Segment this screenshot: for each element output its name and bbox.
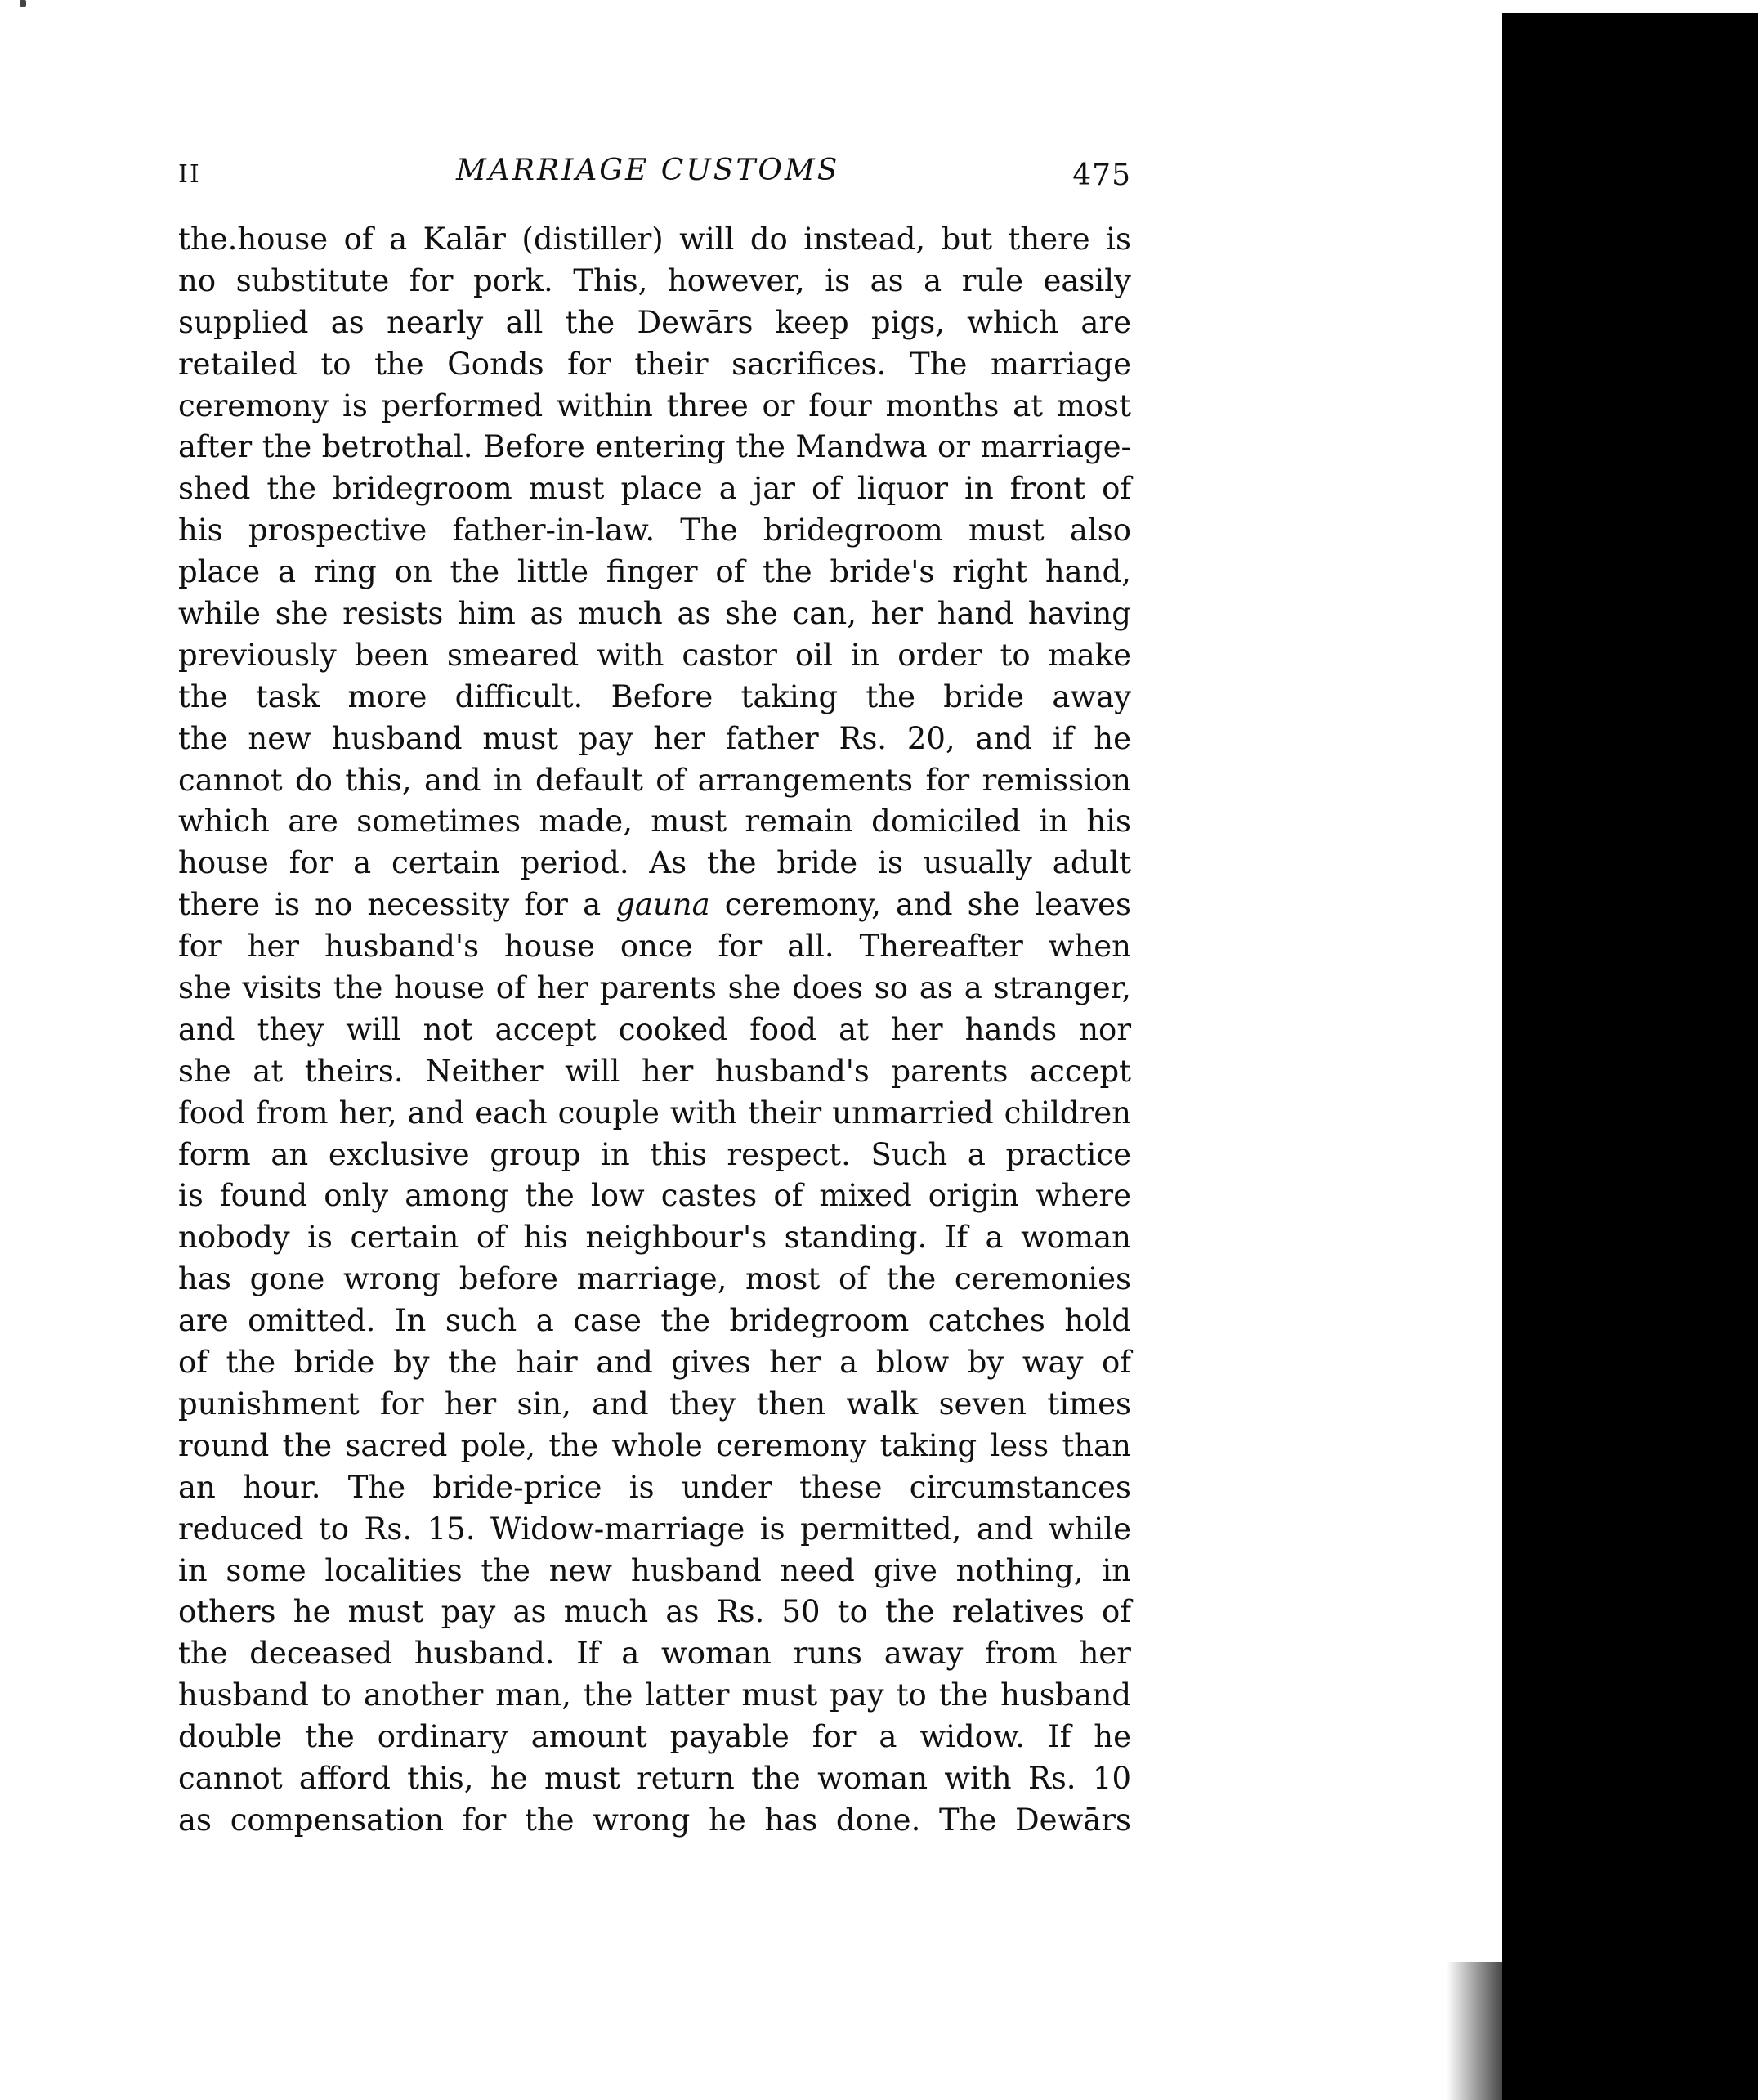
text-line: while she resists him as much as she can, her hand having [178, 596, 1131, 632]
body-text [178, 219, 1131, 1842]
running-title: MARRIAGE CUSTOMS [456, 154, 840, 187]
text-line: double the ordinary amount payable for a widow. If he [178, 1719, 1132, 1755]
text-line: form an exclusive group in this respect. Such a practice [178, 1136, 1132, 1172]
text-line: nobody is certain of his neighbour's standing. If a woman [178, 1220, 1131, 1256]
text-line: round the sacred pole, the whole ceremony taking less than [178, 1427, 1131, 1463]
text-line: house for a certain period. As the bride is usually adult [178, 845, 1132, 881]
text-line: she at theirs. Neither will her husband's parents accept [178, 1053, 1131, 1089]
text-segment: there is no necessity for a [178, 887, 616, 923]
text-line: cannot afford this, he must return the woman with Rs. 10 [178, 1760, 1131, 1796]
text-line: no substitute for pork. This, however, is as a rule easily [178, 262, 1131, 298]
text-line: husband to another man, the latter must pay to the husband [178, 1677, 1132, 1713]
text-line: punishment for her sin, and they then walk seven times [178, 1386, 1131, 1422]
text-line: ceremony is performed within three or four months at most [178, 387, 1131, 423]
page-header [178, 154, 1131, 203]
text-line: an hour. The bride-price is under these circumstances [178, 1469, 1132, 1505]
text-line: cannot do this, and in default of arrangements for remission [178, 762, 1131, 798]
text-line: after the betrothal. Before entering the Mandwa or marriage- [178, 429, 1131, 465]
page-number: 475 [1072, 159, 1131, 192]
scan-speck [20, 0, 26, 7]
text-line: reduced to Rs. 15. Widow-marriage is permitted, and while [178, 1511, 1131, 1547]
text-line: has gone wrong before marriage, most of the ceremonies [178, 1261, 1132, 1297]
text-line: the new husband must pay her father Rs. 20, and if he [178, 720, 1131, 756]
text-line: the deceased husband. If a woman runs away from her [178, 1636, 1131, 1672]
text-line: and they will not accept cooked food at her hands nor [178, 1011, 1132, 1047]
text-line: shed the bridegroom must place a jar of liquor in front of [178, 471, 1132, 507]
text-line: the task more difficult. Before taking the bride away [178, 678, 1132, 714]
text-line: previously been smeared with castor oil in order to make [178, 637, 1131, 673]
scan-dark-margin [1502, 13, 1758, 2100]
text-line: food from her, and each couple with their unmarried children [178, 1095, 1131, 1131]
text-line: the.house of a Kalār (distiller) will do instead, but there is [178, 222, 1131, 257]
text-line: of the bride by the hair and gives her a blow by way of [178, 1345, 1131, 1381]
text-line: are omitted. In such a case the bridegroom catches hold [178, 1303, 1131, 1339]
text-line: which are sometimes made, must remain domiciled in his [178, 804, 1131, 840]
text-line: for her husband's house once for all. Thereafter when [178, 929, 1132, 965]
text-line: is found only among the low castes of mixed origin where [178, 1178, 1131, 1214]
italic-term-gauna: gauna [615, 887, 710, 923]
scan-dark-margin-bottom [1447, 1962, 1528, 2100]
chapter-folio: II [178, 160, 201, 189]
text-line: in some localities the new husband need give nothing, in [178, 1552, 1132, 1588]
text-line: his prospective father-in-law. The bridegroom must also [178, 513, 1132, 549]
text-segment: ceremony, and she leaves [709, 887, 1131, 923]
text-line: retailed to the Gonds for their sacrifices. The marriage [178, 346, 1131, 382]
text-line: as compensation for the wrong he has done. The Dewārs [178, 1802, 1131, 1838]
text-line: she visits the house of her parents she does so as a stranger, [178, 970, 1131, 1006]
text-line: place a ring on the little finger of the bride's right hand, [178, 554, 1131, 590]
text-line: supplied as nearly all the Dewārs keep pigs, which are [178, 304, 1131, 340]
text-line-with-italic [178, 884, 1131, 926]
text-line: others he must pay as much as Rs. 50 to the relatives of [178, 1594, 1132, 1630]
